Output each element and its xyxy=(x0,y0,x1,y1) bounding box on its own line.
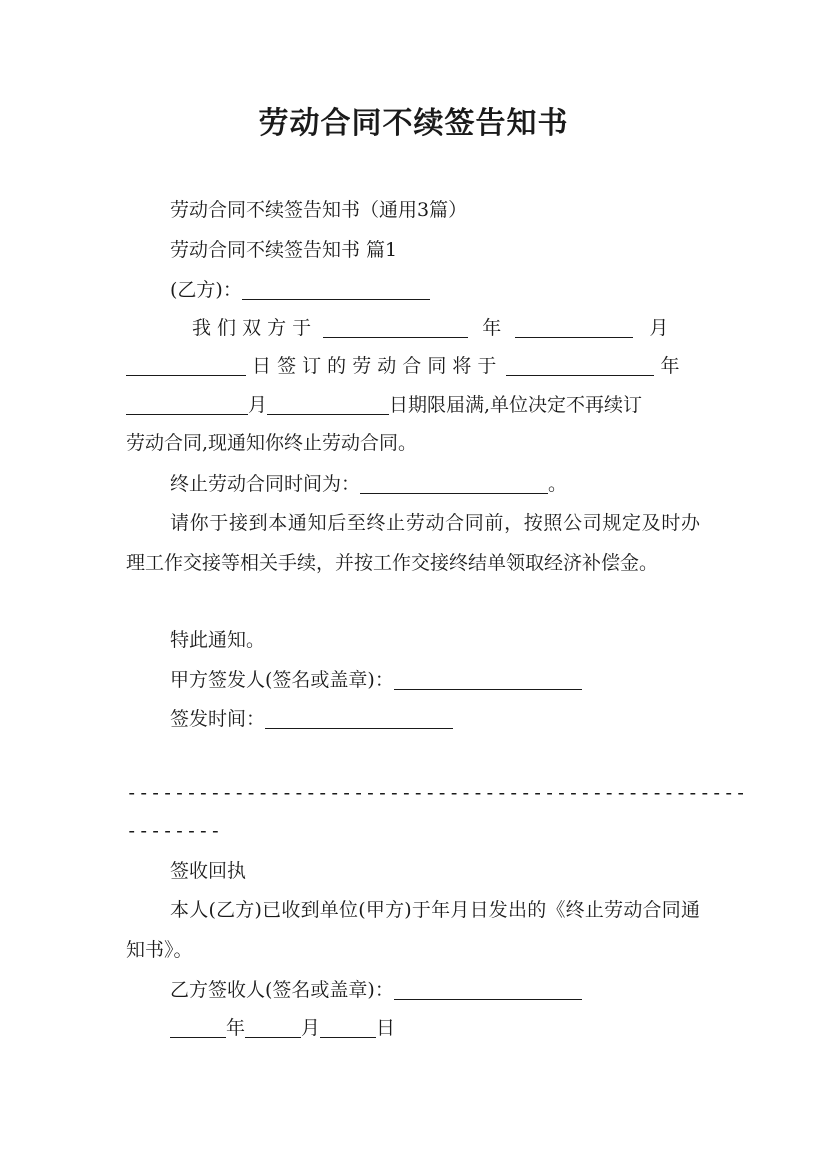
date-year-label: 年 xyxy=(226,1017,246,1039)
receipt-date-line xyxy=(170,1008,395,1048)
issue-time-line xyxy=(170,699,453,739)
date-blank-1 xyxy=(323,317,468,338)
party-a-signer-blank xyxy=(394,669,582,690)
sentence-line1-c: 月 xyxy=(649,317,669,339)
instruction-paragraph: 请你于接到本通知后至终止劳动合同前，按照公司规定及时办理工作交接等相关手续，并按工作交接终结单领取经济补偿金。 xyxy=(126,512,700,574)
date-month-label: 月 xyxy=(301,1017,321,1039)
notice-close: 特此通知。 xyxy=(170,629,266,651)
termination-time-line xyxy=(170,464,567,504)
date-blank-3 xyxy=(126,355,246,376)
date-day-label: 日 xyxy=(376,1017,396,1039)
termination-time-end: 。 xyxy=(548,473,568,495)
sentence-line2-a: 日 签 订 的 劳 动 合 同 将 于 xyxy=(252,355,497,377)
sentence-line-2 xyxy=(126,346,680,386)
party-a-signer-label: 甲方签发人(签名或盖章)： xyxy=(170,669,394,691)
issue-time-label: 签发时间： xyxy=(170,708,266,730)
party-b-blank xyxy=(242,279,430,300)
day-blank xyxy=(320,1017,376,1038)
receipt-paragraph: 本人(乙方)已收到单位(甲方)于年月日发出的《终止劳动合同通知书》。 xyxy=(126,899,700,961)
date-blank-2 xyxy=(515,317,633,338)
date-blank-4 xyxy=(506,355,654,376)
divider-line-1: ---------------------------------------------------- xyxy=(126,782,747,804)
sentence-line-3 xyxy=(126,385,642,425)
sentence-line3-b: 日期限届满,单位决定不再续订 xyxy=(389,394,643,416)
sentence-line-4: 劳动合同,现通知你终止劳动合同。 xyxy=(126,432,418,454)
party-a-signer-line xyxy=(170,660,582,700)
piece-heading: 劳动合同不续签告知书 篇1 xyxy=(170,239,398,261)
sentence-line1-b: 年 xyxy=(482,317,502,339)
party-b-label: (乙方)： xyxy=(170,279,242,301)
issue-time-blank xyxy=(265,708,453,729)
party-b-signer-label: 乙方签收人(签名或盖章)： xyxy=(170,979,394,1001)
receipt-heading: 签收回执 xyxy=(170,860,247,882)
termination-time-blank xyxy=(360,473,548,494)
party-b-signer-blank xyxy=(394,979,582,1000)
sentence-line2-b: 年 xyxy=(660,355,680,377)
year-blank xyxy=(170,1017,226,1038)
date-blank-6 xyxy=(267,394,389,415)
month-blank xyxy=(245,1017,301,1038)
date-blank-5 xyxy=(126,394,248,415)
document-title: 劳动合同不续签告知书 xyxy=(258,106,569,141)
divider-line-2: -------- xyxy=(126,820,222,842)
termination-time-label: 终止劳动合同时间为： xyxy=(170,473,361,495)
party-b-line xyxy=(170,270,430,310)
sentence-line3-a: 月 xyxy=(248,394,268,416)
sentence-line-1 xyxy=(192,308,668,348)
party-b-signer-line xyxy=(170,970,582,1010)
document-subtitle: 劳动合同不续签告知书（通用3篇） xyxy=(170,199,468,221)
sentence-line1-a: 我 们 双 方 于 xyxy=(192,317,312,339)
